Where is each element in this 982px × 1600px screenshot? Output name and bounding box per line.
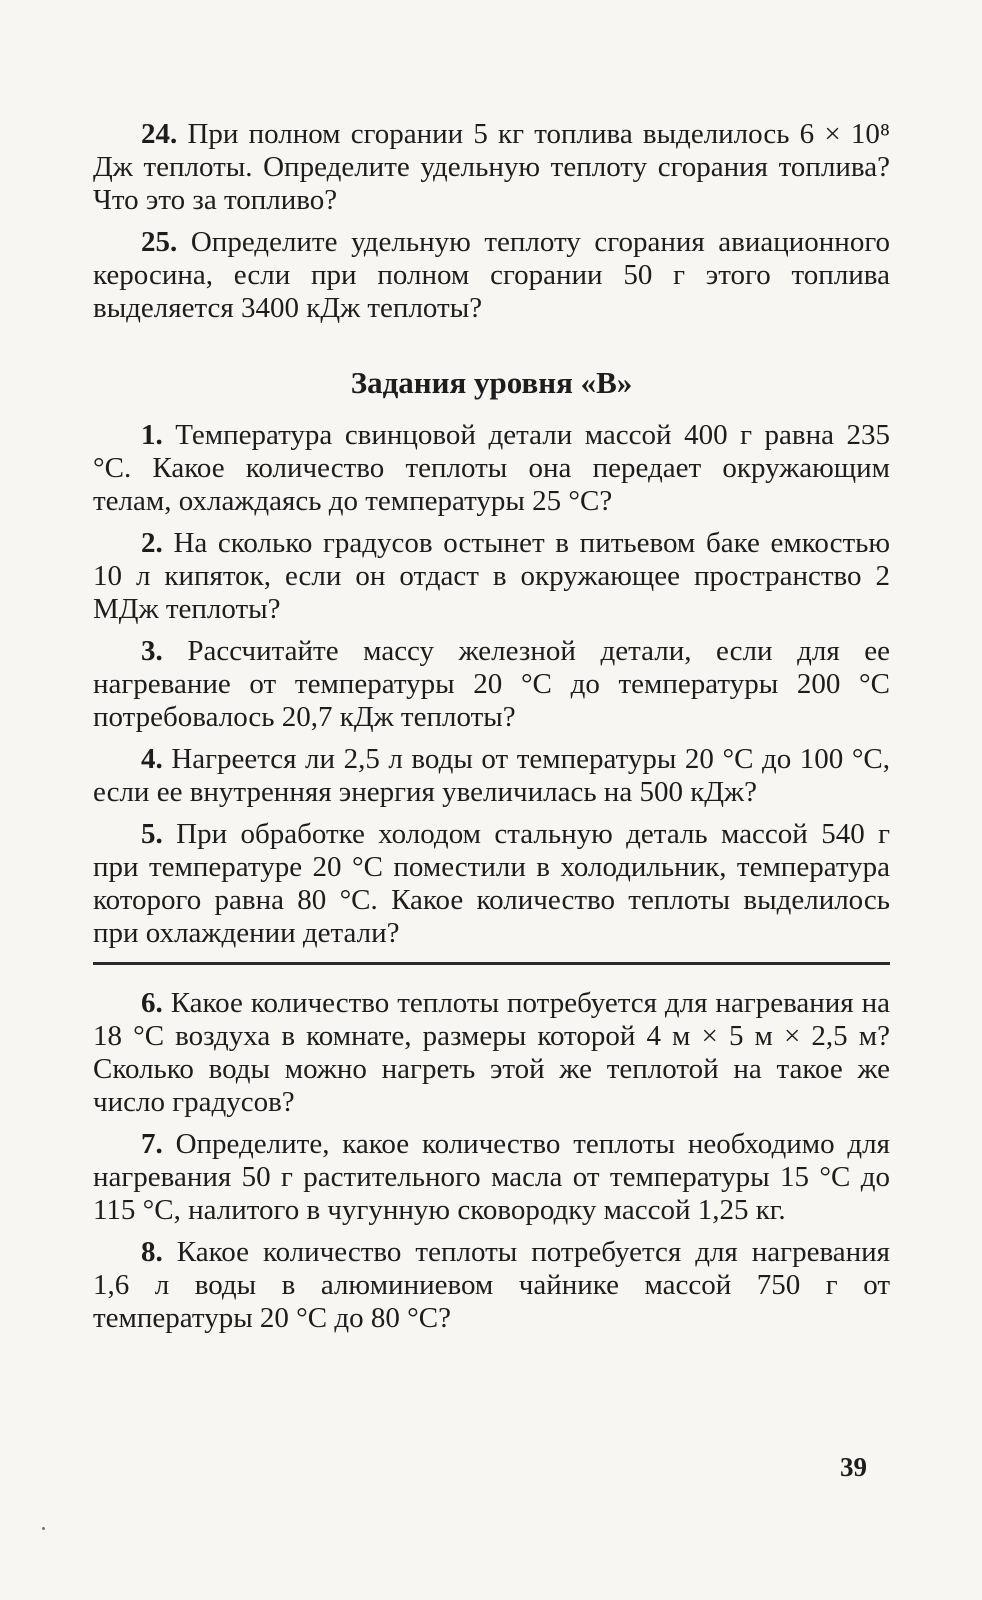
problem-number: 5.	[141, 818, 163, 850]
problem-text: На сколько градусов остынет в питьевом баке емкостью 10 л кипяток, если он отдаст в окружающее пространство 2 МДж теплоты?	[93, 527, 891, 625]
problem-number: 24.	[141, 118, 178, 150]
page-content	[93, 118, 890, 1344]
problem-b-7	[93, 1128, 890, 1227]
section-heading: Задания уровня «В»	[350, 365, 633, 400]
scan-speck	[42, 1527, 45, 1530]
problem-text: Определите, какое количество теплоты необходимо для нагревания 50 г растительного масла от температуры 15 °С до 115 °С, налитого в чугунную сковородку массой 1,25 кг.	[93, 1128, 890, 1226]
problem-b-4	[93, 743, 890, 809]
problem-25	[93, 226, 890, 325]
problem-text: Рассчитайте массу железной детали, если для ее нагревание от температуры 20 °С до температуры 200 °С потребовалось 20,7 кДж теплоты?	[93, 635, 891, 733]
problem-text: При полном сгорании 5 кг топлива выделилось 6 × 10⁸ Дж теплоты. Определите удельную теплоту сгорания топлива? Что это за топливо?	[93, 118, 890, 216]
problem-number: 8.	[141, 1236, 163, 1268]
problem-b-8	[93, 1236, 890, 1335]
problem-text: Какое количество теплоты потребуется для нагревания 1,6 л воды в алюминиевом чайнике массой 750 г от температуры 20 °С до 80 °С?	[93, 1236, 890, 1334]
problem-24	[93, 118, 890, 217]
problem-number: 6.	[141, 987, 163, 1019]
problem-b-2	[93, 527, 890, 626]
problem-text: Какое количество теплоты потребуется для нагревания на 18 °С воздуха в комнате, размеры которой 4 м × 5 м × 2,5 м? Сколько воды можно нагреть этой же теплотой на такое же число градусов?	[93, 987, 890, 1118]
problem-number: 25.	[141, 226, 178, 258]
problem-number: 2.	[141, 527, 163, 559]
problem-b-5	[93, 818, 890, 950]
problem-text: Определите удельную теплоту сгорания авиационного керосина, если при полном сгорании 50 г этого топлива выделяется 3400 кДж теплоты?	[93, 226, 890, 324]
problem-number: 4.	[141, 743, 163, 775]
problem-number: 7.	[141, 1128, 163, 1160]
problem-b-1	[93, 419, 890, 518]
problem-text: Температура свинцовой детали массой 400 г равна 235 °С. Какое количество теплоты она передает окружающим телам, охлаждаясь до температуры 25 °С?	[93, 419, 890, 517]
page-number: 39	[840, 1452, 867, 1482]
section-divider	[93, 962, 890, 965]
problem-b-3	[93, 635, 890, 734]
problem-b-6	[93, 987, 890, 1119]
problem-number: 1.	[141, 419, 163, 451]
problem-text: Нагреется ли 2,5 л воды от температуры 20 °С до 100 °С, если ее внутренняя энергия увеличилась на 500 кДж?	[93, 743, 891, 808]
problem-text: При обработке холодом стальную деталь массой 540 г при температуре 20 °С поместили в холодильник, температура которого равна 80 °С. Какое количество теплоты выделилось при охлаждении детали?	[93, 818, 890, 949]
problem-number: 3.	[141, 635, 163, 667]
